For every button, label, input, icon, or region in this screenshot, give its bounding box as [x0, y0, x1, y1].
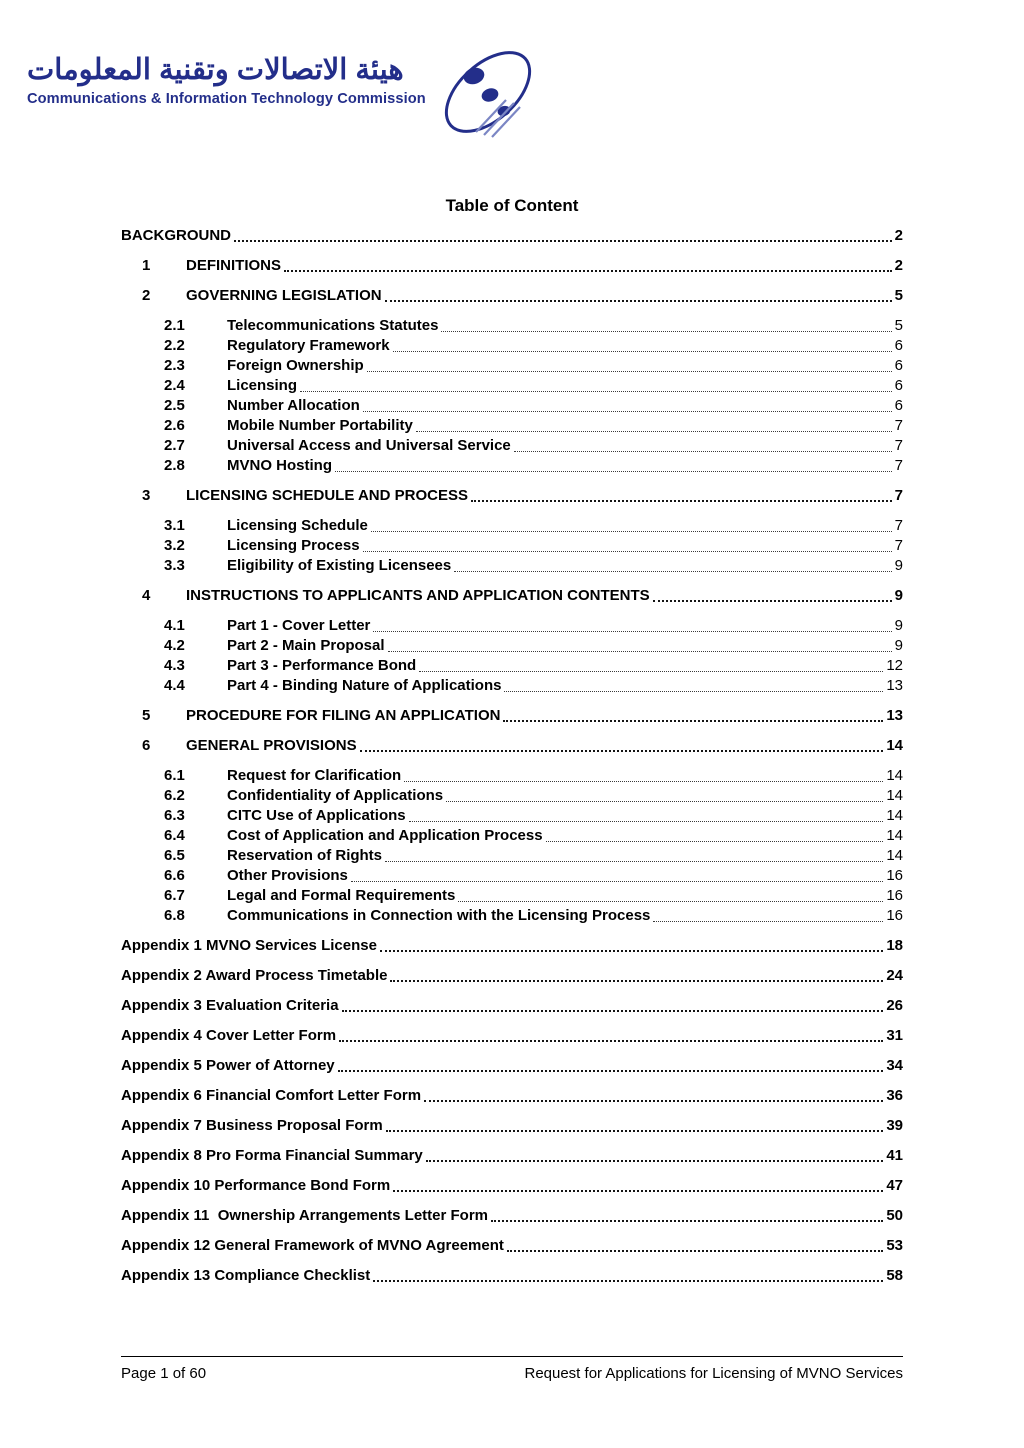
- toc-entry[interactable]: [121, 1026, 903, 1046]
- toc-entry-page: 31: [886, 1027, 903, 1044]
- toc-entry-number: 4.1: [164, 617, 185, 634]
- logo-english-text: Communications & Information Technology Commission: [27, 91, 426, 108]
- toc-entry[interactable]: [121, 286, 903, 306]
- toc-leader-dots: [458, 901, 883, 902]
- toc-entry[interactable]: [121, 356, 903, 376]
- toc-entry[interactable]: [121, 1176, 903, 1196]
- toc-entry[interactable]: [121, 906, 903, 926]
- toc-entry-page: 36: [886, 1087, 903, 1104]
- toc-entry-page: 12: [886, 657, 903, 674]
- toc-leader-dots: [393, 351, 892, 352]
- toc-entry-page: 13: [886, 707, 903, 724]
- toc-entry[interactable]: [121, 1206, 903, 1226]
- toc-entry-label: Number Allocation: [227, 397, 360, 414]
- toc-entry-number: 1: [142, 257, 151, 274]
- toc-entry-number: 6.1: [164, 767, 185, 784]
- toc-entry-number: 2.1: [164, 317, 185, 334]
- toc-leader-dots: [234, 240, 892, 242]
- toc-entry[interactable]: [121, 656, 903, 676]
- toc-entry-label: Eligibility of Existing Licensees: [227, 557, 452, 574]
- toc-entry[interactable]: [121, 736, 903, 756]
- toc-entry-label: Part 2 - Main Proposal: [227, 637, 385, 654]
- toc-entry[interactable]: [121, 886, 903, 906]
- toc-leader-dots: [504, 691, 883, 692]
- toc-entry-label: Appendix 6 Financial Comfort Letter Form: [121, 1087, 422, 1104]
- toc-leader-dots: [388, 651, 892, 652]
- toc-entry-number: 3.3: [164, 557, 185, 574]
- toc-entry-label: Communications in Connection with the Licensing Process: [227, 907, 651, 924]
- toc-entry-number: 2.5: [164, 397, 185, 414]
- citc-logo-text: [27, 52, 426, 107]
- toc-entry[interactable]: [121, 996, 903, 1016]
- toc-entry-page: 16: [886, 887, 903, 904]
- toc-leader-dots: [426, 1160, 884, 1162]
- toc-entry-page: 14: [886, 807, 903, 824]
- toc-entry[interactable]: [121, 866, 903, 886]
- toc-entry[interactable]: [121, 516, 903, 536]
- toc-entry-number: 2.8: [164, 457, 185, 474]
- toc-leader-dots: [393, 1190, 883, 1192]
- toc-entry[interactable]: [121, 376, 903, 396]
- toc-leader-dots: [363, 551, 892, 552]
- toc-entry-page: 39: [886, 1117, 903, 1134]
- footer-document-title: Request for Applications for Licensing of MVNO Services: [524, 1365, 903, 1382]
- toc-entry-label: Telecommunications Statutes: [227, 317, 439, 334]
- toc-entry[interactable]: [121, 436, 903, 456]
- toc-entry-number: 3.2: [164, 537, 185, 554]
- toc-entry-label: Licensing Schedule: [227, 517, 368, 534]
- toc-entry-label: Appendix 7 Business Proposal Form: [121, 1117, 383, 1134]
- toc-entry-label: CITC Use of Applications: [227, 807, 406, 824]
- toc-leader-dots: [503, 720, 883, 722]
- toc-entry-label: Appendix 1 MVNO Services License: [121, 937, 377, 954]
- toc-leader-dots: [339, 1040, 883, 1042]
- toc-entry-label: Appendix 11 Ownership Arrangements Letter Form: [121, 1207, 489, 1224]
- toc-entry-number: 5: [142, 707, 151, 724]
- toc-entry-number: 6.6: [164, 867, 185, 884]
- toc-entry-page: 7: [894, 437, 903, 454]
- toc-entry-page: 47: [886, 1177, 903, 1194]
- toc-leader-dots: [471, 500, 892, 502]
- toc-entry[interactable]: [121, 396, 903, 416]
- toc-entry-number: 3.1: [164, 517, 185, 534]
- toc-entry[interactable]: [121, 486, 903, 506]
- toc-entry-label: GOVERNING LEGISLATION: [186, 287, 382, 304]
- toc-entry-number: 6: [142, 737, 151, 754]
- toc-entry-number: 6.2: [164, 787, 185, 804]
- toc-leader-dots: [385, 300, 892, 302]
- toc-entry-number: 4.3: [164, 657, 185, 674]
- toc-entry-number: 2.6: [164, 417, 185, 434]
- toc-entry-label: Mobile Number Portability: [227, 417, 413, 434]
- toc-entry[interactable]: [121, 1236, 903, 1256]
- toc-leader-dots: [441, 331, 891, 332]
- toc-leader-dots: [351, 881, 883, 882]
- toc-entry-page: 13: [886, 677, 903, 694]
- toc-entry-label: BACKGROUND: [121, 227, 231, 244]
- toc-leader-dots: [338, 1070, 884, 1072]
- toc-entry-page: 9: [894, 637, 903, 654]
- toc-leader-dots: [380, 950, 883, 952]
- toc-entry-page: 53: [886, 1237, 903, 1254]
- toc-entry[interactable]: [121, 316, 903, 336]
- toc-entry-page: 16: [886, 867, 903, 884]
- toc-entry-number: 4: [142, 587, 151, 604]
- toc-leader-dots: [416, 431, 892, 432]
- toc-entry-label: Appendix 5 Power of Attorney: [121, 1057, 335, 1074]
- toc-leader-dots: [342, 1010, 884, 1012]
- toc-entry[interactable]: [121, 456, 903, 476]
- toc-entry[interactable]: [121, 636, 903, 656]
- toc-entry-label: Appendix 2 Award Process Timetable: [121, 967, 388, 984]
- toc-entry-label: Legal and Formal Requirements: [227, 887, 456, 904]
- toc-entry-label: Part 1 - Cover Letter: [227, 617, 371, 634]
- toc-entry[interactable]: [121, 1056, 903, 1076]
- toc-entry-page: 9: [894, 617, 903, 634]
- toc-entry[interactable]: [121, 256, 903, 276]
- toc-leader-dots: [335, 471, 892, 472]
- toc-entry-label: Cost of Application and Application Process: [227, 827, 543, 844]
- toc-entry-page: 14: [886, 787, 903, 804]
- toc-entry-number: 2: [142, 287, 151, 304]
- footer-page-number: Page 1 of 60: [121, 1365, 207, 1382]
- toc-entry-page: 14: [886, 767, 903, 784]
- toc-leader-dots: [409, 821, 884, 822]
- toc-entry-label: MVNO Hosting: [227, 457, 332, 474]
- toc-entry-page: 18: [886, 937, 903, 954]
- toc-entry-page: 16: [886, 907, 903, 924]
- toc-entry-page: 5: [894, 287, 903, 304]
- toc-entry-page: 7: [894, 487, 903, 504]
- citc-logo: [27, 52, 541, 145]
- toc-entry-label: Foreign Ownership: [227, 357, 364, 374]
- toc-entry-page: 2: [894, 227, 903, 244]
- toc-entry-label: Part 4 - Binding Nature of Applications: [227, 677, 502, 694]
- toc-entry-label: Other Provisions: [227, 867, 348, 884]
- toc-entry-page: 34: [886, 1057, 903, 1074]
- toc-entry-page: 7: [894, 537, 903, 554]
- toc-entry-number: 4.4: [164, 677, 185, 694]
- toc-entry-number: 3: [142, 487, 151, 504]
- toc-entry-page: 5: [894, 317, 903, 334]
- toc-leader-dots: [419, 671, 883, 672]
- toc-entry-page: 50: [886, 1207, 903, 1224]
- toc-entry[interactable]: [121, 336, 903, 356]
- toc-leader-dots: [546, 841, 884, 842]
- toc-entry-number: 4.2: [164, 637, 185, 654]
- toc-entry-label: Licensing Process: [227, 537, 360, 554]
- toc-entry-number: 2.7: [164, 437, 185, 454]
- toc-entry-page: 7: [894, 417, 903, 434]
- toc-leader-dots: [360, 750, 884, 752]
- toc-leader-dots: [507, 1250, 883, 1252]
- toc-entry[interactable]: [121, 226, 903, 246]
- page-footer: [121, 1356, 903, 1382]
- toc-entry-page: 6: [894, 357, 903, 374]
- toc-entry[interactable]: [121, 936, 903, 956]
- toc-leader-dots: [300, 391, 892, 392]
- toc-entry[interactable]: [121, 616, 903, 636]
- toc-entry-label: Appendix 12 General Framework of MVNO Agreement: [121, 1237, 504, 1254]
- toc-entry-page: 26: [886, 997, 903, 1014]
- toc-entry-page: 58: [886, 1267, 903, 1284]
- toc-entry-page: 2: [894, 257, 903, 274]
- toc-entry-page: 7: [894, 457, 903, 474]
- toc-entry-label: LICENSING SCHEDULE AND PROCESS: [186, 487, 468, 504]
- toc-leader-dots: [284, 270, 892, 272]
- toc-leader-dots: [386, 1130, 884, 1132]
- toc-leader-dots: [653, 921, 883, 922]
- toc-entry[interactable]: [121, 1116, 903, 1136]
- table-of-contents: [0, 226, 1024, 1286]
- toc-entry-number: 2.4: [164, 377, 185, 394]
- toc-entry-label: Request for Clarification: [227, 767, 402, 784]
- toc-entry-number: 6.4: [164, 827, 185, 844]
- toc-entry-page: 9: [894, 557, 903, 574]
- toc-entry-page: 14: [886, 827, 903, 844]
- toc-entry-number: 6.7: [164, 887, 185, 904]
- toc-entry[interactable]: [121, 1086, 903, 1106]
- toc-entry-label: Reservation of Rights: [227, 847, 383, 864]
- toc-leader-dots: [385, 861, 883, 862]
- toc-leader-dots: [363, 411, 892, 412]
- toc-leader-dots: [653, 600, 892, 602]
- toc-entry-label: Part 3 - Performance Bond: [227, 657, 417, 674]
- toc-entry[interactable]: [121, 786, 903, 806]
- toc-leader-dots: [404, 781, 883, 782]
- toc-entry[interactable]: [121, 416, 903, 436]
- toc-entry[interactable]: [121, 676, 903, 696]
- toc-entry-number: 6.3: [164, 807, 185, 824]
- toc-leader-dots: [454, 571, 891, 572]
- toc-entry[interactable]: [121, 536, 903, 556]
- toc-entry-number: 2.2: [164, 337, 185, 354]
- toc-entry-label: DEFINITIONS: [186, 257, 282, 274]
- toc-entry-number: 6.8: [164, 907, 185, 924]
- toc-entry-page: 7: [894, 517, 903, 534]
- toc-leader-dots: [491, 1220, 883, 1222]
- toc-entry[interactable]: [121, 846, 903, 866]
- toc-leader-dots: [424, 1100, 883, 1102]
- footer-rule: [121, 1356, 903, 1357]
- toc-leader-dots: [373, 1280, 883, 1282]
- toc-entry-label: Universal Access and Universal Service: [227, 437, 511, 454]
- toc-leader-dots: [367, 371, 892, 372]
- toc-entry-label: Appendix 8 Pro Forma Financial Summary: [121, 1147, 423, 1164]
- toc-entry-page: 6: [894, 397, 903, 414]
- toc-entry-label: Licensing: [227, 377, 298, 394]
- toc-leader-dots: [514, 451, 892, 452]
- toc-entry-label: PROCEDURE FOR FILING AN APPLICATION: [186, 707, 501, 724]
- toc-entry-label: Appendix 10 Performance Bond Form: [121, 1177, 391, 1194]
- toc-entry-label: INSTRUCTIONS TO APPLICANTS AND APPLICATION CONTENTS: [186, 587, 650, 604]
- toc-entry-label: Appendix 4 Cover Letter Form: [121, 1027, 337, 1044]
- toc-entry-page: 6: [894, 377, 903, 394]
- citc-ellipse-logo-icon: [436, 40, 541, 145]
- toc-leader-dots: [371, 531, 892, 532]
- toc-leader-dots: [390, 980, 883, 982]
- toc-entry-page: 41: [886, 1147, 903, 1164]
- toc-entry-label: Appendix 3 Evaluation Criteria: [121, 997, 339, 1014]
- toc-entry[interactable]: [121, 706, 903, 726]
- toc-entry-label: Appendix 13 Compliance Checklist: [121, 1267, 371, 1284]
- toc-entry-label: Regulatory Framework: [227, 337, 390, 354]
- toc-entry-page: 9: [894, 587, 903, 604]
- toc-entry-label: Confidentiality of Applications: [227, 787, 444, 804]
- toc-entry-page: 14: [886, 737, 903, 754]
- toc-entry[interactable]: [121, 1266, 903, 1286]
- toc-entry[interactable]: [121, 826, 903, 846]
- toc-entry-page: 14: [886, 847, 903, 864]
- toc-entry[interactable]: [121, 556, 903, 576]
- toc-entry-page: 24: [886, 967, 903, 984]
- logo-arabic-text: هيئة الاتصالات وتقنية المعلومات: [27, 54, 404, 86]
- toc-leader-dots: [446, 801, 883, 802]
- page-title: Table of Content: [445, 196, 579, 215]
- toc-entry[interactable]: [121, 806, 903, 826]
- toc-entry-number: 6.5: [164, 847, 185, 864]
- toc-entry-page: 6: [894, 337, 903, 354]
- toc-entry[interactable]: [121, 586, 903, 606]
- toc-entry-number: 2.3: [164, 357, 185, 374]
- toc-entry[interactable]: [121, 766, 903, 786]
- toc-entry[interactable]: [121, 1146, 903, 1166]
- toc-entry[interactable]: [121, 966, 903, 986]
- toc-leader-dots: [373, 631, 891, 632]
- toc-entry-label: GENERAL PROVISIONS: [186, 737, 357, 754]
